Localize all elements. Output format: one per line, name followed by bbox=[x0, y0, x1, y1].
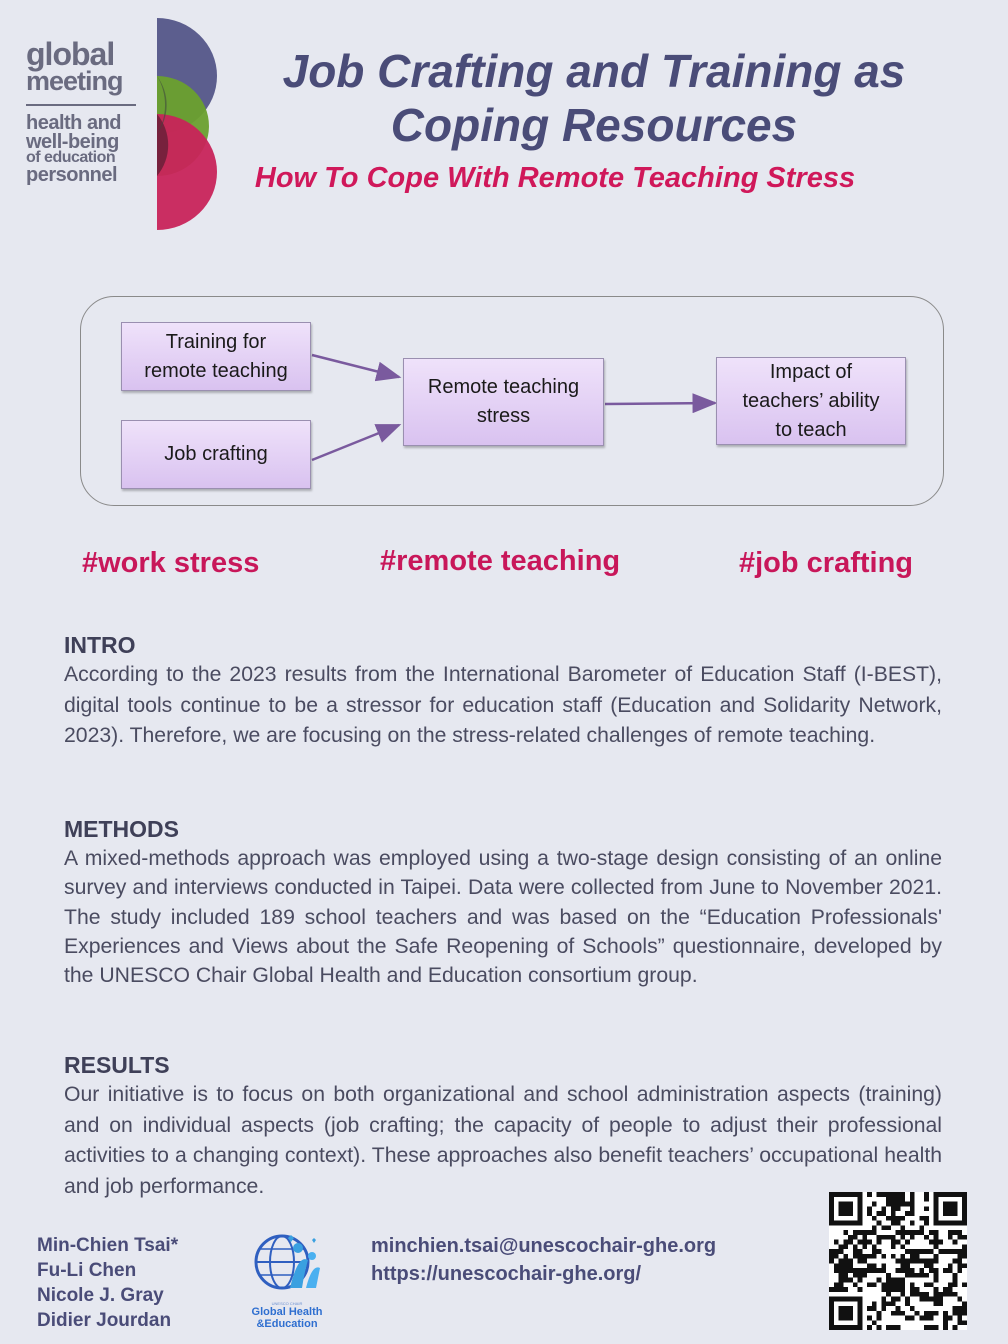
title-line-1: Job Crafting and Training as bbox=[282, 45, 906, 97]
node-stress-line-2: stress bbox=[476, 405, 531, 427]
hashtag-job-crafting: #job crafting bbox=[739, 547, 914, 579]
qr-code-icon[interactable] bbox=[829, 1192, 967, 1330]
logo-line-health: health and bbox=[26, 112, 122, 135]
arrow-jobcrafting-to-stress bbox=[312, 425, 399, 460]
global-meeting-logo bbox=[26, 36, 156, 186]
ghe-logo-line-1: Global Health bbox=[251, 1306, 323, 1318]
poster-title bbox=[280, 44, 908, 152]
poster-subtitle: How To Cope With Remote Teaching Stress bbox=[254, 162, 856, 194]
node-remote-teaching-stress bbox=[403, 358, 604, 446]
author-4: Didier Jourdan bbox=[37, 1310, 172, 1331]
title-line-2: Coping Resources bbox=[390, 99, 798, 151]
author-3: Nicole J. Gray bbox=[37, 1285, 164, 1306]
ghe-logo-line-2: &Education bbox=[256, 1318, 318, 1330]
section-methods bbox=[64, 814, 942, 990]
hashtag-work-stress: #work stress bbox=[82, 547, 260, 579]
node-job-crafting-label: Job crafting bbox=[164, 443, 268, 465]
contact-email-link[interactable]: minchien.tsai@unescochair-ghe.org bbox=[371, 1235, 717, 1257]
logo-line-meeting: meeting bbox=[26, 66, 123, 97]
logo-line-education: of education bbox=[26, 149, 116, 167]
contact-info bbox=[371, 1232, 716, 1288]
node-training-line-1: Training for bbox=[165, 330, 267, 353]
results-text: Our initiative is to focus on both organizational and school administration aspects (training) and on individual aspects (job crafting; the capacity of people to adjust their professional activities to a changing context). These approaches also benefit teachers’ occupational health and job performance. bbox=[64, 1083, 942, 1198]
section-results bbox=[64, 1050, 942, 1202]
logo-line-wellbeing: well-being bbox=[26, 130, 119, 153]
node-impact-line-1: Impact of bbox=[769, 360, 853, 383]
node-impact-line-3: to teach bbox=[775, 418, 847, 441]
node-training-line-2: remote teaching bbox=[144, 359, 288, 382]
section-intro bbox=[64, 630, 942, 752]
author-1: Min-Chien Tsai* bbox=[37, 1235, 179, 1256]
methods-text: A mixed-methods approach was employed using a two-stage design consisting of an online survey and interviews conducted in Taipei. Data were collected from June to November 2021. The study included 189 school teachers and was based on the “Education Professionals' Experiences and Views about the Safe Reopening of Schools” questionnaire, developed by the UNESCO Chair Global Health and Education consortium group. bbox=[64, 847, 942, 988]
globe-people-icon bbox=[252, 1230, 322, 1294]
contact-website-link[interactable]: https://unescochair-ghe.org/ bbox=[371, 1263, 642, 1285]
hashtag-remote-teaching: #remote teaching bbox=[380, 545, 621, 577]
arrow-stress-to-impact bbox=[605, 403, 715, 404]
author-list bbox=[37, 1233, 178, 1333]
arrow-training-to-stress bbox=[312, 355, 399, 377]
node-impact bbox=[716, 357, 906, 445]
logo-line-global: global bbox=[26, 36, 115, 72]
node-stress-line-1: Remote teaching bbox=[427, 376, 580, 398]
ghe-logo-caption: UNESCO CHAIR bbox=[271, 1301, 303, 1306]
author-2: Fu-Li Chen bbox=[37, 1260, 137, 1281]
logo-divider bbox=[26, 104, 136, 106]
logo-circles-icon bbox=[155, 18, 235, 232]
intro-heading: INTRO bbox=[64, 632, 136, 658]
node-job-crafting bbox=[121, 420, 311, 489]
node-impact-line-2: teachers’ ability bbox=[742, 389, 880, 412]
intro-text: According to the 2023 results from the International Barometer of Education Staff (I-BEST), digital tools continue to be a stressor for education staff (Education and Solidarity Network, 2023). Therefore, we are focusing on the stress-related challenges of remote teaching. bbox=[64, 663, 942, 747]
logo-line-personnel: personnel bbox=[26, 163, 118, 186]
methods-heading: METHODS bbox=[64, 816, 179, 842]
ghe-logo bbox=[244, 1230, 330, 1330]
node-training bbox=[121, 322, 311, 391]
results-heading: RESULTS bbox=[64, 1052, 170, 1078]
conceptual-diagram bbox=[80, 296, 944, 506]
